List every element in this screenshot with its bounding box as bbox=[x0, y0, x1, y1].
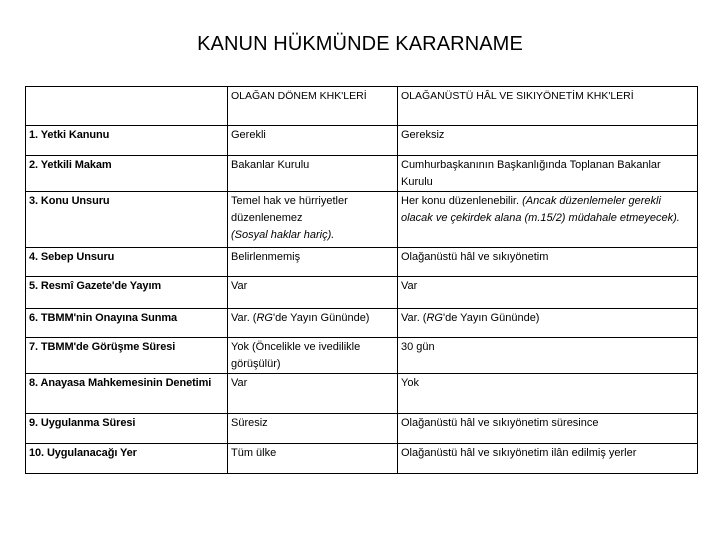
cell-olaganustu: Cumhurbaşkanının Başkanlığında Toplanan Bakanlar Kurulu bbox=[398, 156, 698, 192]
row-label: 4. Sebep Unsuru bbox=[26, 248, 228, 277]
table-row bbox=[26, 156, 698, 192]
table-row bbox=[26, 248, 698, 277]
table-row bbox=[26, 277, 698, 309]
row-label: 6. TBMM'nin Onayına Sunma bbox=[26, 309, 228, 338]
header-cell-empty bbox=[26, 87, 228, 126]
cell-olaganustu: Olağanüstü hâl ve sıkıyönetim ilân edilmiş yerler bbox=[398, 444, 698, 474]
cell-olagan: Var bbox=[228, 277, 398, 309]
rg-abbrev: RG bbox=[256, 312, 273, 324]
cell-olagan bbox=[228, 192, 398, 248]
cell-olaganustu: Yok bbox=[398, 374, 698, 414]
row-label: 2. Yetkili Makam bbox=[26, 156, 228, 192]
cell-text: Var. ( bbox=[401, 312, 427, 324]
cell-text: 'de Yayın Gününde) bbox=[442, 312, 540, 324]
cell-olaganustu bbox=[398, 192, 698, 248]
cell-note: (Ancak düzenlemeler gerekli olacak ve çekirdek alana (m.15/2) müdahale etmeyecek). bbox=[401, 195, 680, 224]
table-row bbox=[26, 414, 698, 444]
row-label: 1. Yetki Kanunu bbox=[26, 126, 228, 156]
row-label: 3. Konu Unsuru bbox=[26, 192, 228, 248]
row-label: 10. Uygulanacağı Yer bbox=[26, 444, 228, 474]
cell-olaganustu: Var bbox=[398, 277, 698, 309]
cell-text: Var. ( bbox=[231, 312, 257, 324]
cell-olagan: Var bbox=[228, 374, 398, 414]
cell-text: Temel hak ve hürriyetler düzenlenemez bbox=[231, 195, 348, 224]
rg-abbrev: RG bbox=[426, 312, 443, 324]
comparison-table bbox=[25, 86, 698, 474]
cell-olaganustu: Olağanüstü hâl ve sıkıyönetim bbox=[398, 248, 698, 277]
cell-olaganustu: Olağanüstü hâl ve sıkıyönetim süresince bbox=[398, 414, 698, 444]
cell-olagan: Yok (Öncelikle ve ivedilikle görüşülür) bbox=[228, 338, 398, 374]
header-cell-olagan: OLAĞAN DÖNEM KHK'LERİ bbox=[228, 87, 398, 126]
cell-text: Her konu düzenlenebilir. bbox=[401, 195, 520, 207]
cell-olagan: Süresiz bbox=[228, 414, 398, 444]
row-label: 8. Anayasa Mahkemesinin Denetimi bbox=[26, 374, 228, 414]
cell-note: (Sosyal haklar hariç). bbox=[231, 229, 335, 241]
row-label: 9. Uygulanma Süresi bbox=[26, 414, 228, 444]
cell-olagan: Belirlenmemiş bbox=[228, 248, 398, 277]
table-row bbox=[26, 444, 698, 474]
cell-olagan: Tüm ülke bbox=[228, 444, 398, 474]
row-label: 7. TBMM'de Görüşme Süresi bbox=[26, 338, 228, 374]
cell-olagan bbox=[228, 309, 398, 338]
page-title: KANUN HÜKMÜNDE KARARNAME bbox=[197, 33, 523, 55]
cell-text: 'de Yayın Gününde) bbox=[272, 312, 370, 324]
table-row bbox=[26, 338, 698, 374]
table-row bbox=[26, 374, 698, 414]
cell-olagan: Gerekli bbox=[228, 126, 398, 156]
cell-olagan: Bakanlar Kurulu bbox=[228, 156, 398, 192]
table-row bbox=[26, 192, 698, 248]
cell-olaganustu: Gereksiz bbox=[398, 126, 698, 156]
table-row bbox=[26, 309, 698, 338]
header-row bbox=[26, 87, 698, 126]
row-label: 5. Resmî Gazete'de Yayım bbox=[26, 277, 228, 309]
table-row bbox=[26, 126, 698, 156]
cell-olaganustu: 30 gün bbox=[398, 338, 698, 374]
cell-olaganustu bbox=[398, 309, 698, 338]
header-cell-olaganustu: OLAĞANÜSTÜ HÂL VE SIKIYÖNETİM KHK'LERİ bbox=[398, 87, 698, 126]
